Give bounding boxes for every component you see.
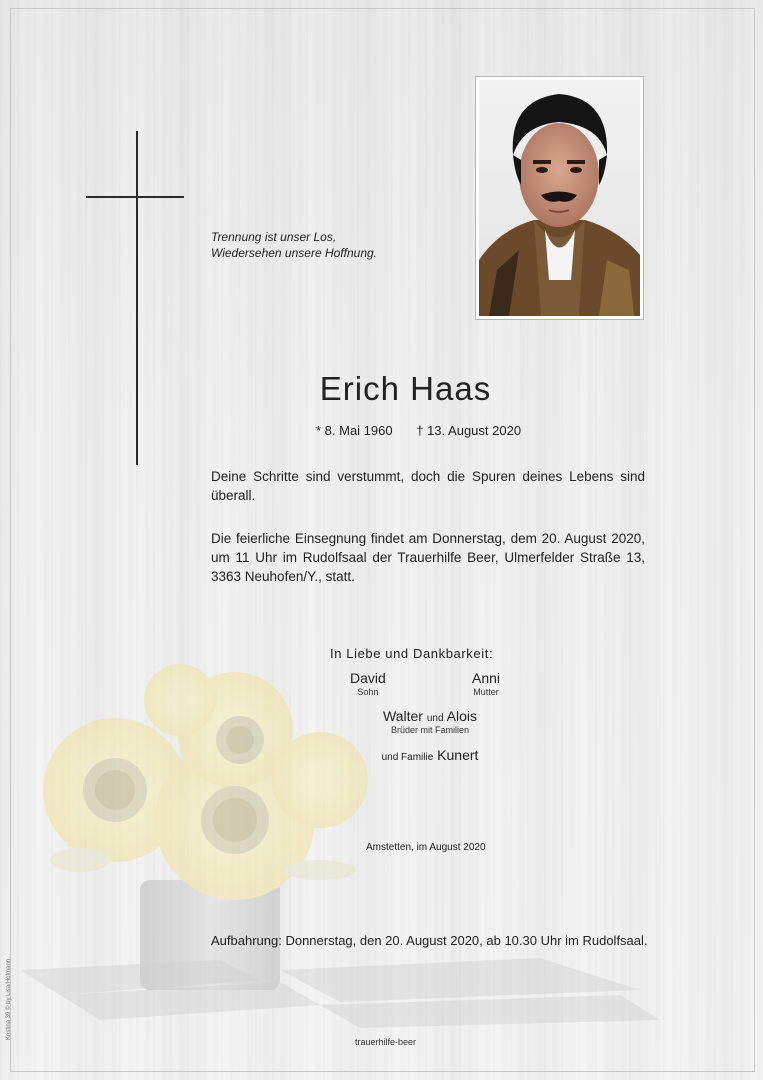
- mourner-brothers: [360, 708, 500, 735]
- mourner-name: [360, 708, 500, 724]
- brother-alois: Alois: [446, 708, 477, 724]
- mourner-name: David: [350, 670, 386, 686]
- quote-line-1: Trennung ist unser Los,: [211, 230, 337, 244]
- deceased-name: Erich Haas: [319, 370, 492, 407]
- portrait-photo: [475, 76, 644, 320]
- paragraph-funeral-details: Die feierliche Einsegnung findet am Donnerstag, dem 20. August 2020, um 11 Uhr im Rudolfsaal der Trauerhilfe Beer, Ulmerfelder Straße 13, 3363 Neuhofen/Y., statt.: [211, 531, 645, 584]
- brother-walter: Walter: [383, 708, 423, 724]
- cross-horizontal-bar: [86, 196, 184, 198]
- funeral-home-footer: trauerhilfe-beer: [354, 1037, 417, 1047]
- paragraph-footsteps: Deine Schritte sind verstummt, doch die Spuren deines Lebens sind überall.: [211, 469, 645, 503]
- cross-vertical-bar: [136, 131, 138, 465]
- mourner-relation: Brüder mit Familien: [390, 725, 470, 735]
- family-name: Kunert: [437, 747, 479, 763]
- quote-line-2: Wiedersehen unsere Hoffnung.: [211, 246, 377, 260]
- family-prefix: und Familie: [381, 752, 434, 763]
- conjunction: und: [426, 713, 444, 724]
- mourners-heading: In Liebe und Dankbarkeit:: [330, 646, 494, 661]
- memorial-quote: [211, 229, 377, 261]
- mourner-family-kunert: [360, 747, 500, 763]
- death-date: † 13. August 2020: [416, 423, 522, 438]
- wooden-floor-illustration: [20, 950, 660, 1030]
- mourner-anni: [472, 670, 500, 697]
- mourner-name: [360, 747, 500, 763]
- life-dates: [316, 423, 521, 438]
- sunflower-vase-illustration: [20, 660, 400, 1000]
- birth-date: * 8. Mai 1960: [316, 423, 393, 438]
- mourner-david: [350, 670, 386, 697]
- portrait-image: [479, 80, 640, 316]
- viewing-notice: Aufbahrung: Donnerstag, den 20. August 2020, ab 10.30 Uhr im Rudolfsaal.: [211, 933, 648, 948]
- mourner-relation: Mutter: [473, 687, 499, 697]
- side-imprint: Kristina 39 © by Lisa/Hofmann: [6, 958, 12, 1040]
- place-and-date: Amstetten, im August 2020: [366, 842, 486, 853]
- mourner-name: Anni: [472, 670, 501, 686]
- mourner-relation: Sohn: [357, 687, 379, 697]
